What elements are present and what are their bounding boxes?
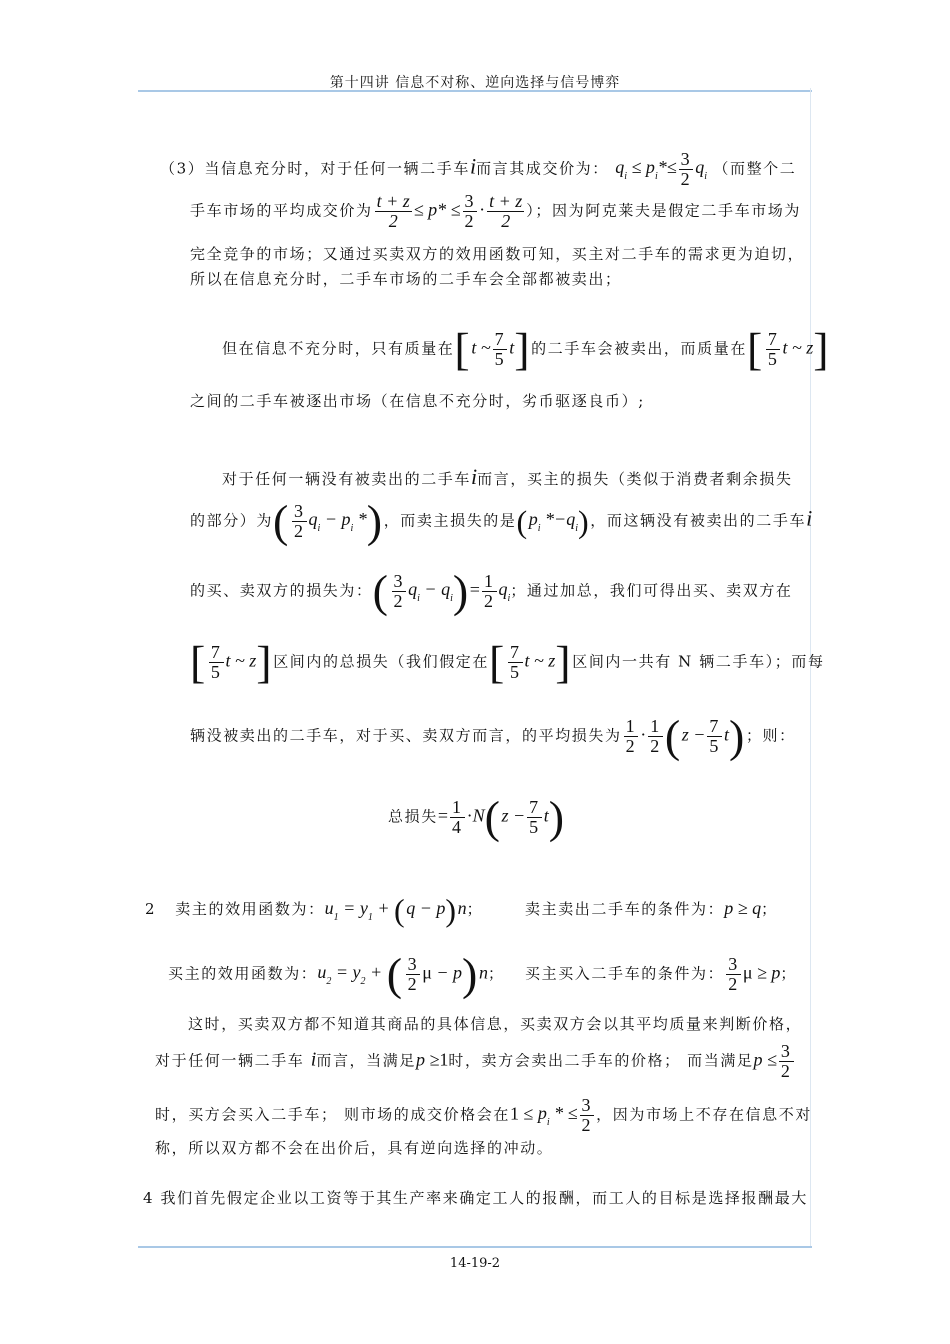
p3-line2: 手车市场的平均成交价为 $\frac{t + z}{2}$ ≤ p* ≤ $\frac{3}{2}$ · $\frac{t + z}{2}$ ）；因为阿克莱夫是假定二手车市场为 bbox=[190, 191, 801, 231]
p4-line1: 但在信息不充分时，只有质量在[t ~ $\frac{7}{5}$ t]的二手车会被卖出，而质量在[ $\frac{7}{5}$ t ~ z] bbox=[222, 323, 831, 375]
p3-line1: （3）当信息充分时，对于任何一辆二手车i而言其成交价为： $q_i \le p_i*\le$ $\frac{3}{2}$ $q_i$ （而整个二 bbox=[160, 149, 797, 189]
p5-line4: [ $\frac{7}{5}$ t ~ z]区间内的总损失（我们假定在[ $\frac{7}{5}$ t ~ z]区间内一共有 N 辆二手车）；而每 bbox=[190, 636, 825, 688]
total-loss-formula: 总损失= $\frac{1}{4}$ ·N(z − $\frac{7}{5}$ t) bbox=[388, 791, 566, 843]
sec2-line3: 这时，买卖双方都不知道其商品的具体信息，买卖双方会以其平均质量来判断价格， bbox=[188, 1015, 803, 1033]
sec2-line1: 2 卖主的效用函数为：$u_1 = y_1 + (q - p)n$； bbox=[145, 892, 484, 928]
p4-line2: 之间的二手车被逐出市场（在信息不充分时，劣币驱逐良币）; bbox=[190, 392, 645, 410]
page-header: 第十四讲 信息不对称、逆向选择与信号博弈 bbox=[329, 75, 621, 91]
p5-line5: 辆没被卖出的二手车，对于买、卖双方而言，的平均损失为 $\frac{1}{2}$ · $\frac{1}{2}$ (z − $\frac{7}{5}$ t)；则： bbox=[190, 710, 796, 762]
p5-line1: 对于任何一辆没有被卖出的二手车i而言，买主的损失（类似于消费者剩余损失 bbox=[222, 464, 793, 489]
sec2-line2: 买主的效用函数为：$u_2 = y_2$ + ( $\frac{3}{2}$ μ − p)n； bbox=[168, 948, 505, 1000]
p5-line2: 的部分）为( $\frac{3}{2}$ $q_i - p_i$ *)，而卖主损失的是($p_i$ $*-q_i$)，而这辆没有被卖出的二手车i bbox=[190, 495, 813, 547]
header-rule bbox=[138, 90, 812, 92]
footer-rule bbox=[138, 1246, 812, 1248]
sec2-line4: 对于任何一辆二手车 i而言，当满足p ≥1时，卖方会卖出二手车的价格； 而当满足p ≤ $\frac{3}{2}$ bbox=[155, 1041, 792, 1081]
p3-line3: 完全竞争的市场；又通过买卖双方的效用函数可知，买主对二手车的需求更为迫切， bbox=[190, 245, 805, 263]
sec2-line6: 称，所以双方都不会在出价后，具有逆向选择的冲动。 bbox=[155, 1139, 554, 1157]
sec2-line5: 时，买方会买入二手车； 则市场的成交价格会在$1 \le p_i$ * ≤ $\frac{3}{2}$ ，因为市场上不存在信息不对 bbox=[155, 1095, 812, 1135]
page-number: 14-19-2 bbox=[449, 1256, 501, 1271]
p3-line4: 所以在信息充分时，二手车市场的二手车会全部都被卖出； bbox=[190, 270, 622, 288]
sec2-line2-right: 买主买入二手车的条件为： $\frac{3}{2}$ μ ≥ p； bbox=[525, 954, 797, 994]
p5-line3: 的买、卖双方的损失为：( $\frac{3}{2}$ $q_i - q_i)=$ $\frac{1}{2}$ $q_i$；通过加总，我们可得出买、卖双方在 bbox=[190, 565, 793, 617]
sec4-line1: 4 我们首先假定企业以工资等于其生产率来确定工人的报酬，而工人的目标是选择报酬最大 bbox=[143, 1189, 808, 1207]
sec2-line1-right: 卖主卖出二手车的条件为：p ≥ q； bbox=[525, 898, 778, 918]
